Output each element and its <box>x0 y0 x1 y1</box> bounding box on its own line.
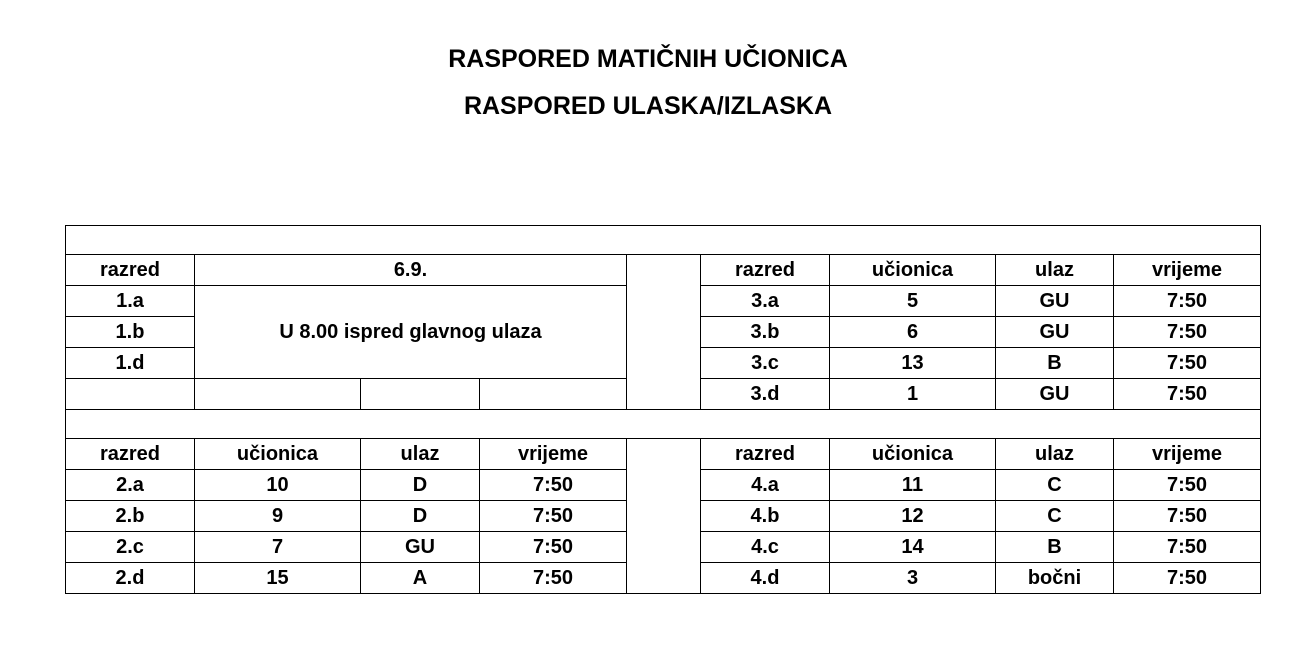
class-cell: 2.c <box>66 532 195 563</box>
spacer-row <box>66 226 1261 255</box>
header-ulaz: ulaz <box>361 439 480 470</box>
gap-cell <box>627 255 701 410</box>
empty-cell <box>66 379 195 410</box>
classroom-cell: 13 <box>830 348 996 379</box>
header-vrijeme: vrijeme <box>1114 439 1261 470</box>
time-cell: 7:50 <box>480 532 627 563</box>
entrance-cell: D <box>361 501 480 532</box>
entrance-cell: GU <box>996 379 1114 410</box>
header-row <box>66 439 1261 470</box>
entrance-cell: C <box>996 501 1114 532</box>
header-ulaz: ulaz <box>996 255 1114 286</box>
empty-cell <box>480 379 627 410</box>
header-ulaz: ulaz <box>996 439 1114 470</box>
class-cell: 4.a <box>701 470 830 501</box>
time-cell: 7:50 <box>480 470 627 501</box>
class-cell: 4.c <box>701 532 830 563</box>
classroom-cell: 11 <box>830 470 996 501</box>
class-cell: 3.b <box>701 317 830 348</box>
class-cell: 3.d <box>701 379 830 410</box>
spacer-cell <box>66 410 1261 439</box>
header-ucionica: učionica <box>195 439 361 470</box>
class-cell: 2.b <box>66 501 195 532</box>
time-cell: 7:50 <box>1114 286 1261 317</box>
entrance-cell: GU <box>361 532 480 563</box>
class-cell: 4.b <box>701 501 830 532</box>
page-title: RASPORED MATIČNIH UČIONICA <box>448 45 848 73</box>
header-razred: razred <box>701 439 830 470</box>
class-cell: 4.d <box>701 563 830 594</box>
classroom-cell: 9 <box>195 501 361 532</box>
time-cell: 7:50 <box>1114 379 1261 410</box>
schedule-table <box>65 225 1261 594</box>
time-cell: 7:50 <box>480 563 627 594</box>
class-cell: 1.b <box>66 317 195 348</box>
class-cell: 2.a <box>66 470 195 501</box>
class-cell: 1.d <box>66 348 195 379</box>
header-vrijeme: vrijeme <box>1114 255 1261 286</box>
classroom-cell: 5 <box>830 286 996 317</box>
time-cell: 7:50 <box>1114 563 1261 594</box>
time-cell: 7:50 <box>1114 317 1261 348</box>
class-cell: 1.a <box>66 286 195 317</box>
entrance-cell: C <box>996 470 1114 501</box>
entrance-cell: GU <box>996 286 1114 317</box>
time-cell: 7:50 <box>1114 532 1261 563</box>
header-razred: razred <box>66 439 195 470</box>
header-ucionica: učionica <box>830 255 996 286</box>
spacer-row <box>66 410 1261 439</box>
entrance-cell: B <box>996 532 1114 563</box>
empty-cell <box>195 379 361 410</box>
classroom-cell: 15 <box>195 563 361 594</box>
classroom-cell: 3 <box>830 563 996 594</box>
gap-cell <box>627 439 701 594</box>
entrance-cell: GU <box>996 317 1114 348</box>
class-cell: 2.d <box>66 563 195 594</box>
class-cell: 3.a <box>701 286 830 317</box>
classroom-cell: 14 <box>830 532 996 563</box>
entrance-cell: A <box>361 563 480 594</box>
entrance-cell: D <box>361 470 480 501</box>
header-razred: razred <box>701 255 830 286</box>
page-subtitle: RASPORED ULASKA/IZLASKA <box>463 92 833 120</box>
first-grade-note: U 8.00 ispred glavnog ulaza <box>195 286 627 379</box>
entrance-cell: B <box>996 348 1114 379</box>
classroom-cell: 7 <box>195 532 361 563</box>
class-cell: 3.c <box>701 348 830 379</box>
classroom-cell: 12 <box>830 501 996 532</box>
time-cell: 7:50 <box>480 501 627 532</box>
classroom-cell: 1 <box>830 379 996 410</box>
entrance-cell: bočni <box>996 563 1114 594</box>
time-cell: 7:50 <box>1114 501 1261 532</box>
empty-cell <box>361 379 480 410</box>
classroom-cell: 10 <box>195 470 361 501</box>
classroom-cell: 6 <box>830 317 996 348</box>
time-cell: 7:50 <box>1114 470 1261 501</box>
header-row <box>66 255 1261 286</box>
header-date: 6.9. <box>195 255 627 286</box>
header-razred: razred <box>66 255 195 286</box>
header-ucionica: učionica <box>830 439 996 470</box>
header-vrijeme: vrijeme <box>480 439 627 470</box>
time-cell: 7:50 <box>1114 348 1261 379</box>
spacer-cell <box>66 226 1261 255</box>
